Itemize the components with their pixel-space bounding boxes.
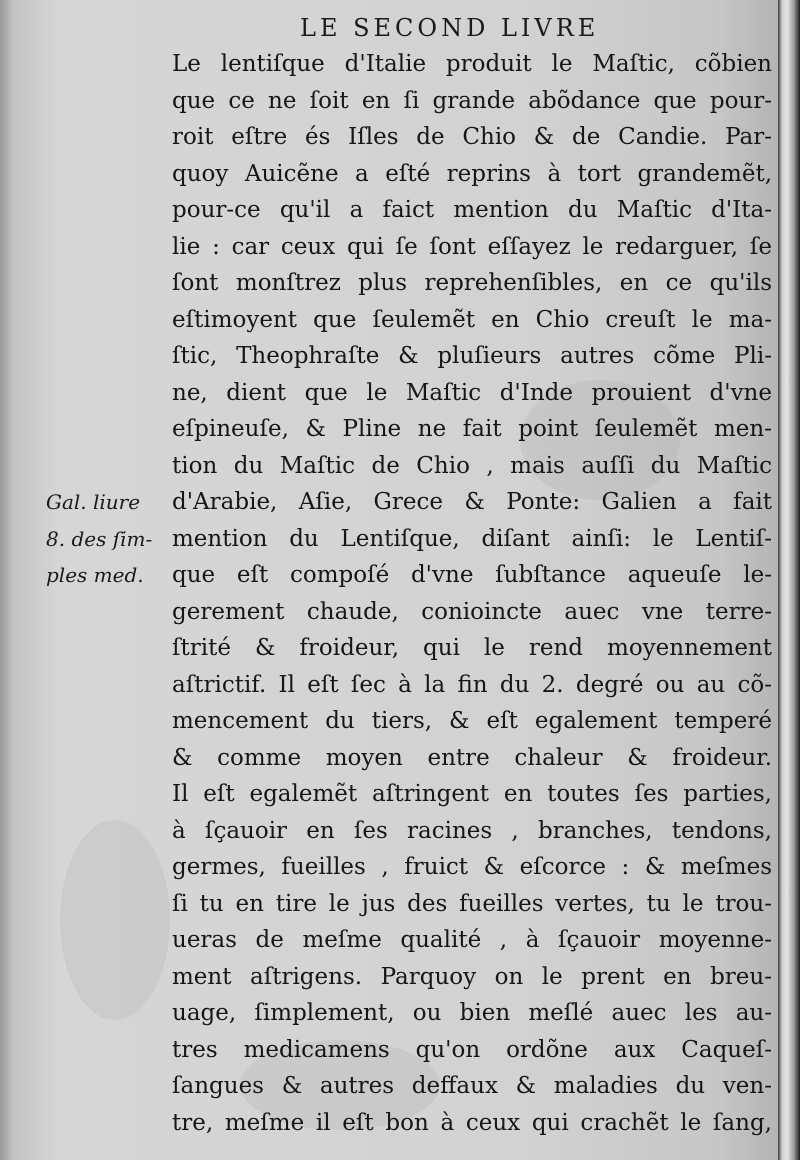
marginal-note-line: Gal. liure [46,490,141,514]
text-line: ſtrité & froideur, qui le rend moyennement [172,635,772,661]
book-edge [778,0,800,1160]
text-line: eſpineuſe, & Pline ne fait point ſeulemẽt men- [172,416,772,442]
text-line: gerement chaude, conioincte auec vne terre- [172,598,772,625]
text-line: uage, ſimplement, ou bien meſlé auec les au- [172,1000,772,1026]
text-line: & comme moyen entre chaleur & froideur. [172,744,772,771]
text-line: mention du Lentiſque, diſant ainſi: le Lentiſ- [172,525,772,552]
text-line: que ce ne ſoit en ſi grande abõdance que pour- [172,87,772,114]
marginal-note-line: ples med. [46,563,144,587]
text-line: tres medicamens qu'on ordõne aux Caqueſ- [172,1036,772,1063]
text-line: ne, dient que le Maſtic d'Inde prouient d'vne [172,379,772,406]
text-line: germes, fueilles , fruict & eſcorce : & meſmes [172,854,772,880]
paper-stain [60,820,170,1020]
text-line: ſont monſtrez plus reprehenſibles, en ce qu'ils [172,270,772,296]
text-line: ſi tu en tire le jus des fueilles vertes, tu le trou- [172,890,772,917]
marginal-note [46,484,176,594]
text-line: que eſt compoſé d'vne ſubſtance aqueuſe le- [172,562,772,588]
text-line: lie : car ceux qui ſe ſont eſſayez le redarguer, ſe [172,233,772,260]
text-line: ſangues & autres deffaux & maladies du ven- [172,1073,772,1099]
text-line: ueras de meſme qualité , à ſçauoir moyenne- [172,927,772,953]
text-line: quoy Auicẽne a eſté reprins à tort grandemẽt, [172,160,772,187]
text-line: tre, meſme il eſt bon à ceux qui crachẽt le ſang, [172,1109,772,1136]
text-line: roit eſtre és Iſles de Chio & de Candie. Par- [172,124,772,150]
text-line: ment aſtrigens. Parquoy on le prent en breu- [172,963,772,990]
marginal-note-line: 8. des ſim- [46,526,153,551]
text-line: d'Arabie, Aſie, Grece & Ponte: Galien a fait [172,489,772,515]
running-head: LE SECOND LIVRE [300,14,600,42]
body-text [172,46,772,1141]
text-line: Il eſt egalemẽt aſtringent en toutes ſes parties, [172,781,772,807]
text-line: mencement du tiers, & eſt egalement temperé [172,708,772,734]
text-line: Le lentiſque d'Italie produit le Maſtic, cõbien [172,51,772,77]
text-line: à ſçauoir en ſes racines , branches, tendons, [172,817,772,844]
text-line: ſtic, Theophraſte & pluſieurs autres cõme Pli- [172,343,772,369]
text-line: eſtimoyent que ſeulemẽt en Chio creuſt le ma- [172,306,772,333]
text-line: aſtrictif. Il eſt ſec à la fin du 2. degré ou au cõ- [172,671,772,698]
text-line: tion du Maſtic de Chio , mais auſſi du Maſtic [172,452,772,479]
text-line: pour-ce qu'il a faict mention du Maſtic d'Ita- [172,197,772,223]
